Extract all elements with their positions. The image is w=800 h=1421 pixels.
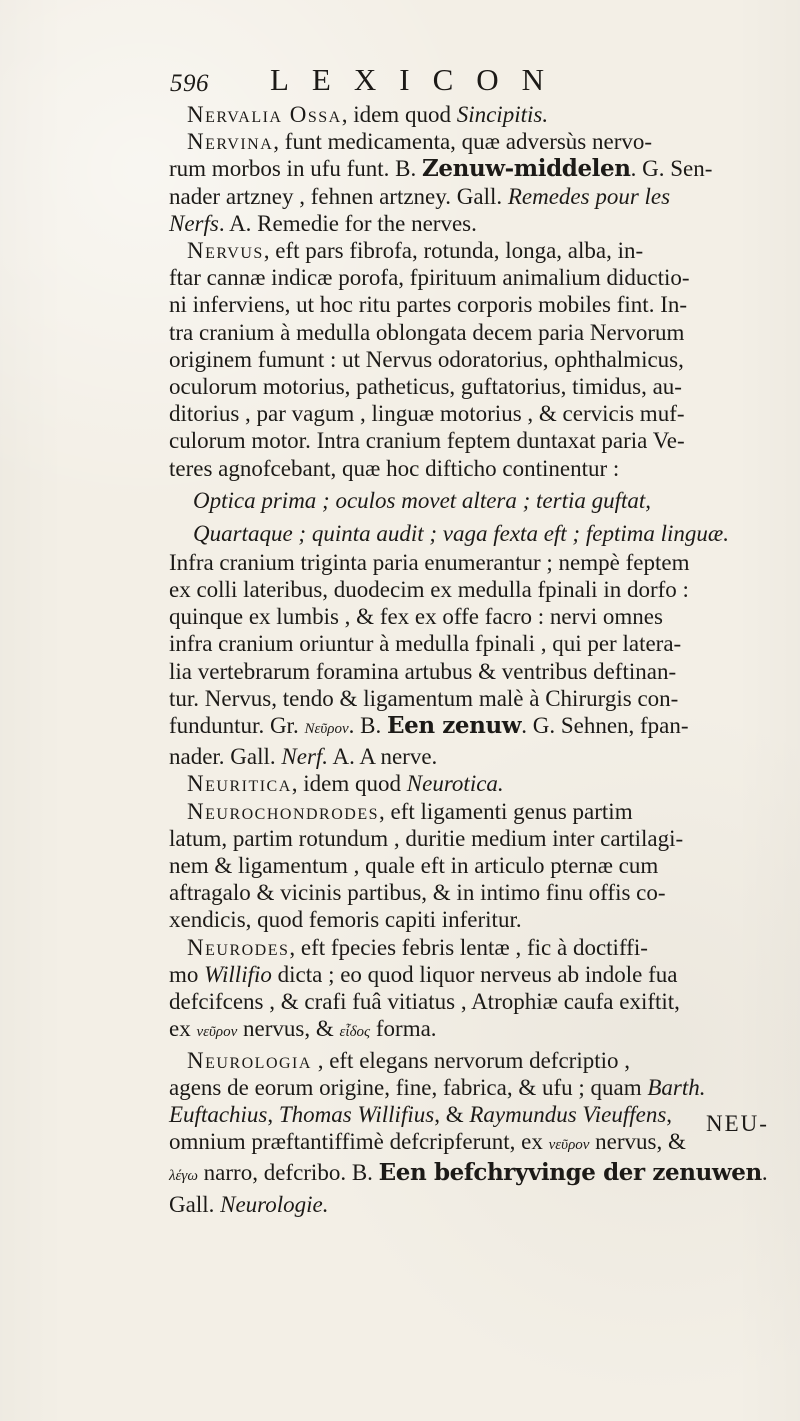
entry-neurologia bbox=[169, 1047, 759, 1074]
text-line: latum, partim rotundum , duritie medium inter cartilagi- bbox=[169, 825, 684, 851]
blackletter-term: Een zenuw bbox=[386, 712, 522, 740]
entry-text: dicta ; eo quod liquor nerveus ab indole fua bbox=[271, 961, 678, 987]
entry-neurodes bbox=[169, 934, 759, 961]
entry-text: nervus, & bbox=[589, 1129, 686, 1155]
text-line bbox=[169, 1101, 759, 1128]
italic-term: Nerf. bbox=[281, 744, 329, 770]
italic-term: Raymundus Vieuffens bbox=[469, 1101, 667, 1127]
text-line bbox=[169, 1191, 759, 1218]
entry-text: rum morbos in ufu funt. B. bbox=[169, 156, 422, 182]
text-line: tur. Nervus, tendo & ligamentum malè à Chirurgis con- bbox=[169, 685, 679, 711]
italic-term: Thomas Willifius bbox=[278, 1101, 435, 1127]
entry-text: , funt medicamenta, quæ adversùs nervo- bbox=[273, 129, 653, 155]
text-line bbox=[169, 712, 759, 743]
dictionary-text bbox=[169, 101, 768, 1218]
entry-text: ex bbox=[169, 1016, 197, 1042]
headword: Neuritica bbox=[187, 771, 292, 797]
entry-text: nervus, & bbox=[237, 1016, 340, 1042]
greek-term: Νεῦρον bbox=[304, 721, 349, 738]
greek-term: λέγω bbox=[169, 1168, 198, 1185]
entry-text: nader. Gall. bbox=[169, 744, 282, 770]
text-line: aftragalo & vicinis partibus, & in intimo finu offis co- bbox=[169, 880, 666, 906]
headword: Neurochondrodes bbox=[187, 798, 380, 824]
catchword: NEU- bbox=[706, 1111, 769, 1136]
page-header bbox=[170, 60, 730, 100]
entry-text: omnium præftantiffimè defcripferunt, ex bbox=[169, 1129, 549, 1155]
text-line: Infra cranium triginta paria enumerantur ; nempè feptem bbox=[169, 549, 690, 575]
entry-text: . G. Sehnen, fpan- bbox=[521, 713, 689, 739]
entry-nervus bbox=[169, 237, 759, 264]
text-line: defcifcens , & crafi fuâ vitiatus , Atrophiæ caufa exiftit, bbox=[169, 989, 680, 1015]
text-line: oculorum motorius, patheticus, guftatorius, timidus, au- bbox=[169, 374, 682, 400]
entry-text: mo bbox=[169, 961, 205, 987]
italic-term: Neurologie. bbox=[220, 1191, 329, 1217]
text-line: ditorius , par vagum , linguæ motorius , & cervicis muf- bbox=[169, 401, 685, 427]
text-line: xendicis, quod femoris capiti inferitur. bbox=[169, 907, 522, 933]
italic-term: Sincipitis. bbox=[456, 102, 549, 127]
entry-text: , idem quod bbox=[291, 771, 407, 797]
italic-term: Nerfs bbox=[169, 210, 219, 236]
text-line: teres agnofcebant, quæ hoc difticho continentur : bbox=[169, 455, 620, 481]
headword: Nervus bbox=[187, 238, 264, 264]
entry-text: funduntur. Gr. bbox=[169, 713, 305, 739]
text-line bbox=[169, 743, 759, 770]
text-line: lia vertebrarum foramina artubus & ventribus deftinan- bbox=[169, 658, 677, 684]
text-line bbox=[169, 1159, 768, 1190]
text-line: infra cranium oriuntur à medulla fpinali , qui per latera- bbox=[169, 631, 682, 657]
entry-text: . bbox=[761, 1160, 768, 1186]
page-number: 596 bbox=[170, 70, 209, 97]
distich-line: Quartaque ; quinta audit ; vaga fexta eft ; feptima linguæ. bbox=[193, 520, 729, 546]
text-line: nem & ligamentum , quale eft in articulo pternæ cum bbox=[169, 853, 659, 879]
greek-term: νεῦρον bbox=[196, 1024, 238, 1041]
headword: Neurologia bbox=[187, 1047, 312, 1073]
entry-text: Gall. bbox=[169, 1191, 221, 1217]
text-line: ex colli lateribus, duodecim ex medulla fpinali in dorfo : bbox=[169, 577, 689, 603]
entry-text: narro, defcribo. B. bbox=[197, 1160, 379, 1186]
text-line bbox=[169, 155, 759, 182]
italic-term: Remedes pour les bbox=[507, 183, 671, 209]
entry-text: , bbox=[666, 1101, 673, 1127]
blackletter-term: Zenuw-middelen bbox=[422, 155, 631, 183]
entry-text: , & bbox=[434, 1101, 470, 1127]
entry-text: , eft fpecies febris lentæ , fic à doctiffi- bbox=[289, 934, 648, 960]
italic-term: Neurotica. bbox=[406, 771, 504, 797]
entry-text: , eft ligamenti genus partim bbox=[379, 798, 633, 824]
headword: Nervina bbox=[187, 129, 274, 155]
text-line bbox=[169, 210, 759, 237]
greek-term: νεῦρον bbox=[548, 1137, 590, 1154]
text-line bbox=[169, 1128, 759, 1159]
entry-text: , idem quod bbox=[341, 102, 457, 127]
running-head: LEXICON bbox=[270, 62, 568, 97]
text-line: tra cranium à medulla oblongata decem paria Nervorum bbox=[169, 319, 685, 345]
entry-text: . B. bbox=[348, 713, 387, 739]
entry-text: . G. Sen- bbox=[630, 156, 713, 182]
entry-nervalia-ossa bbox=[169, 101, 759, 128]
italic-term: Willifio bbox=[204, 961, 272, 987]
text-line: ftar cannæ indicæ porofa, fpirituum animalium diductio- bbox=[169, 265, 690, 291]
entry-text: A. A nerve. bbox=[328, 744, 438, 770]
headword: Neurodes bbox=[187, 934, 290, 960]
text-line bbox=[169, 1015, 759, 1046]
text-line bbox=[169, 961, 759, 988]
entry-nervina bbox=[169, 128, 759, 155]
entry-neurochondrodes bbox=[169, 798, 759, 825]
greek-term: εἶδος bbox=[339, 1024, 371, 1041]
text-line: ni inferviens, ut hoc ritu partes corporis mobiles fint. In- bbox=[169, 292, 688, 318]
entry-text: nader artzney , fehnen artzney. Gall. bbox=[169, 183, 508, 209]
entry-text: , eft elegans nervorum defcriptio , bbox=[311, 1047, 630, 1073]
entry-text: , eft pars fibrofa, rotunda, longa, alba, in- bbox=[263, 238, 644, 264]
text-line: originem fumunt : ut Nervus odoratorius, ophthalmicus, bbox=[169, 346, 684, 372]
headword: Nervalia Ossa bbox=[187, 102, 342, 127]
text-line: quinque ex lumbis , & fex ex offe facro : nervi omnes bbox=[169, 604, 663, 630]
blackletter-term: Een befchryvinge der zenuwen bbox=[378, 1159, 762, 1187]
distich-line: Optica prima ; oculos movet altera ; tertia guftat, bbox=[193, 487, 652, 513]
entry-text: , bbox=[267, 1101, 279, 1127]
entry-neuritica bbox=[169, 770, 759, 797]
entry-text: forma. bbox=[370, 1016, 437, 1042]
text-line bbox=[169, 1074, 759, 1101]
italic-term: Barth. bbox=[647, 1074, 706, 1100]
text-line: culorum motor. Intra cranium feptem duntaxat paria Ve- bbox=[169, 428, 685, 454]
italic-term: Euftachius bbox=[169, 1101, 268, 1127]
entry-text: agens de eorum origine, fine, fabrica, & ufu ; quam bbox=[169, 1074, 648, 1100]
text-line bbox=[169, 183, 759, 210]
entry-text: . A. Remedie for the nerves. bbox=[218, 210, 477, 236]
